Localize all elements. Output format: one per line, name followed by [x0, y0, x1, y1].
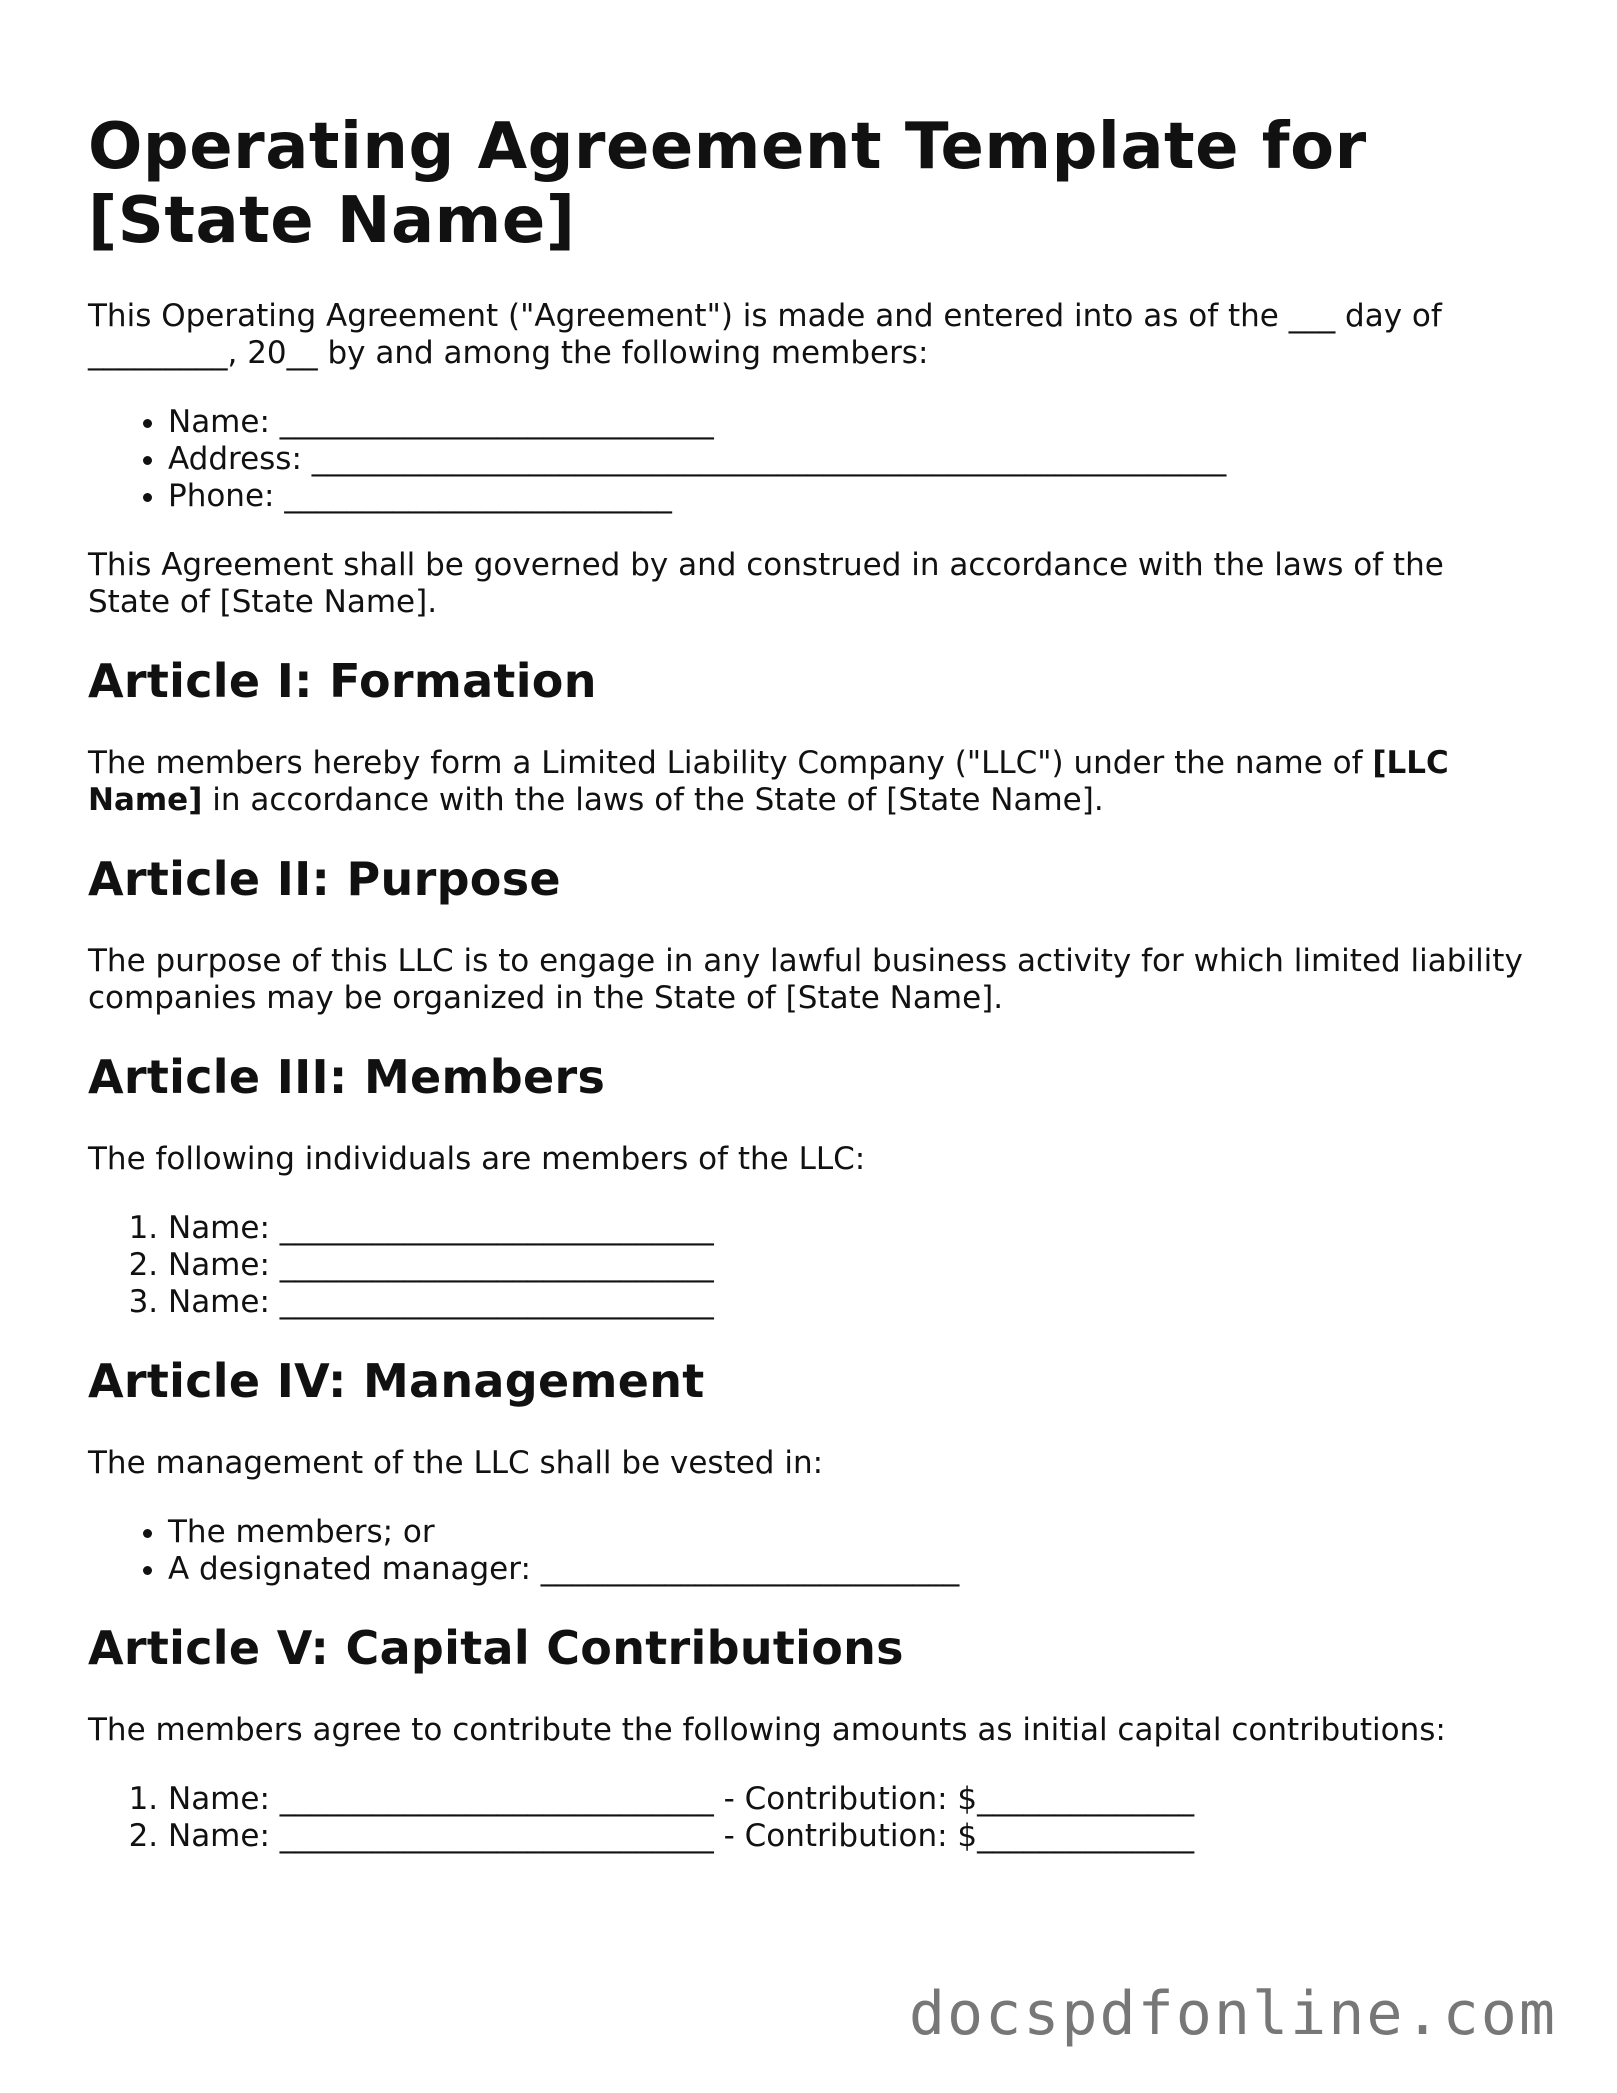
management-option: • A designated manager: ___________________________ — [168, 1551, 1528, 1588]
contribution-field: 1. Name: ____________________________ - Contribution: $______________ — [168, 1781, 1528, 1818]
member-name-field: 3. Name: ____________________________ — [168, 1284, 1528, 1321]
article-2-heading: Article II: Purpose — [88, 852, 561, 906]
intro-phone-field: • Phone: _________________________ — [168, 478, 1528, 515]
article-4-heading: Article IV: Management — [88, 1354, 705, 1408]
article-3-heading: Article III: Members — [88, 1050, 606, 1104]
document-title: Operating Agreement Template for [State Name] — [88, 110, 1367, 258]
intro-paragraph: This Operating Agreement ("Agreement") is made and entered into as of the ___ day of _________, 20__ by and among the following members: — [88, 298, 1442, 371]
article-1-paragraph — [88, 745, 1528, 819]
article-1-heading: Article I: Formation — [88, 654, 597, 708]
contributions-list — [88, 1781, 1528, 1855]
article-1-text-after: in accordance with the laws of the State of [State Name]. — [202, 782, 1104, 818]
management-option: • The members; or — [168, 1514, 1528, 1551]
document-page — [88, 110, 1528, 1887]
intro-address-field: • Address: ___________________________________________________________ — [168, 441, 1528, 478]
contribution-field: 2. Name: ____________________________ - Contribution: $______________ — [168, 1818, 1528, 1855]
article-5-heading: Article V: Capital Contributions — [88, 1621, 904, 1675]
management-options-list — [88, 1514, 1528, 1588]
llc-name-placeholder: [LLC Name] — [88, 745, 1449, 818]
members-list — [88, 1210, 1528, 1321]
member-name-field: 2. Name: ____________________________ — [168, 1247, 1528, 1284]
intro-fields-list — [88, 404, 1528, 515]
article-4-paragraph: The management of the LLC shall be vested in: — [88, 1445, 824, 1481]
member-name-field: 1. Name: ____________________________ — [168, 1210, 1528, 1247]
article-5-paragraph: The members agree to contribute the following amounts as initial capital contributions: — [88, 1712, 1446, 1748]
article-3-paragraph: The following individuals are members of the LLC: — [88, 1141, 866, 1177]
article-1-text-before: The members hereby form a Limited Liability Company ("LLC") under the name of — [88, 745, 1373, 781]
governing-law-paragraph: This Agreement shall be governed by and construed in accordance with the laws of the State of [State Name]. — [88, 547, 1444, 620]
article-2-paragraph: The purpose of this LLC is to engage in any lawful business activity for which limited liability companies may be organized in the State of [State Name]. — [88, 943, 1523, 1016]
intro-name-field: • Name: ____________________________ — [168, 404, 1528, 441]
watermark: docspdfonline.com — [908, 1979, 1557, 2049]
